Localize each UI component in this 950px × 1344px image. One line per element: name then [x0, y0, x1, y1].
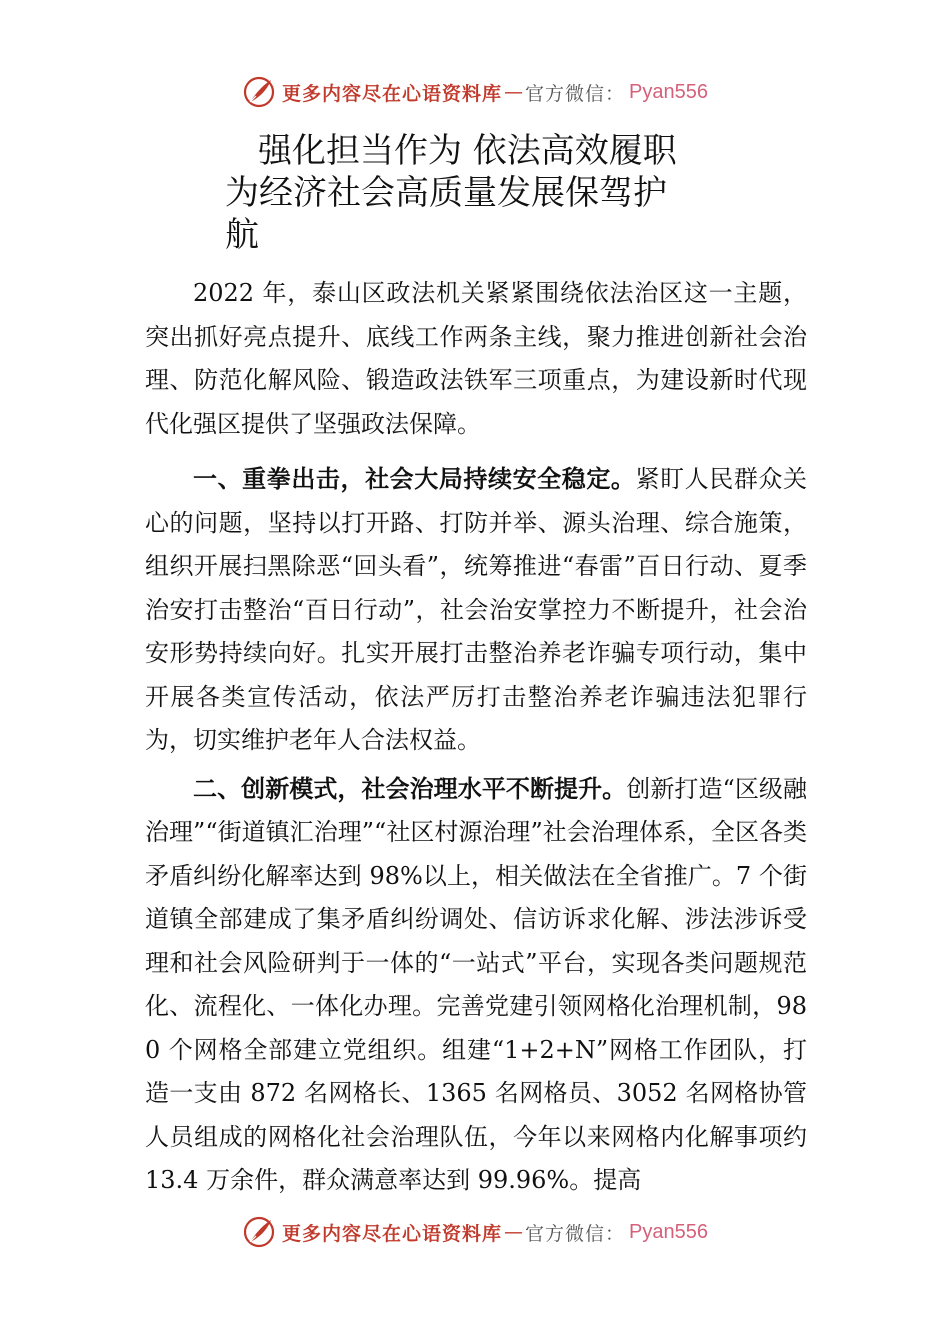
paragraph-intro-text: 2022 年，泰山区政法机关紧紧围绕依法治区这一主题，突出抓好亮点提升、底线工作两条主线，聚力推进创新社会治理、防范化解风险、锻造政法铁军三项重点，为建设新时代现代化强区提供了坚强政法保障。	[145, 279, 807, 438]
footer-banner	[0, 1212, 950, 1252]
paragraph-section-1	[145, 458, 807, 763]
banner-wechat-label: 官方微信：	[525, 1222, 626, 1245]
header-banner	[0, 72, 950, 112]
paragraph-intro	[145, 272, 807, 446]
section-1-heading: 一、重拳出击，社会大局持续安全稳定。	[193, 465, 636, 493]
banner-separator: —	[504, 1221, 524, 1243]
document-title	[225, 130, 705, 256]
title-line-1: 强化担当作为 依法高效履职	[258, 131, 677, 171]
feather-pen-logo-icon	[242, 75, 276, 109]
feather-pen-logo-icon	[242, 1215, 276, 1249]
banner-brand-text: 更多内容尽在心语资料库	[282, 1222, 503, 1245]
section-2-text: 创新打造“区级融治理”“街道镇汇治理”“社区村源治理”社会治理体系，全区各类矛盾纠纷化解率达到 98%以上，相关做法在全省推广。7 个街道镇全部建成了集矛盾纠纷调处、信访诉求化解、涉法涉诉受理和社会风险研判于一体的“一站式”平台，实现各类问题规范化、流程化、一体化办理。完善党建引领网格化治理机制，980 个网格全部建立党组织。组建“1+2+N”网格工作团队，打造一支由 872 名网格长、1365 名网格员、3052 名网格协管人员组成的网格化社会治理队伍，今年以来网格内化解事项约 13.4 万余件，群众满意率达到 99.96%。提高	[145, 774, 808, 1194]
banner-wechat-id: Pyan556	[629, 1220, 708, 1243]
banner-brand-text: 更多内容尽在心语资料库	[282, 82, 503, 105]
banner-wechat-label: 官方微信：	[525, 82, 626, 105]
banner-separator: —	[504, 81, 524, 103]
title-line-2: 为经济社会高质量发展保驾护	[225, 173, 667, 213]
banner-wechat-id: Pyan556	[629, 80, 708, 103]
document-body	[145, 272, 807, 1203]
paragraph-section-2	[145, 768, 807, 1203]
section-2-heading: 二、创新模式，社会治理水平不断提升。	[193, 774, 627, 803]
section-1-text: 紧盯人民群众关心的问题，坚持以打开路、打防并举、源头治理、综合施策，组织开展扫黑除恶“回头看”，统筹推进“春雷”百日行动、夏季治安打击整治“百日行动”，社会治安掌控力不断提升，社会治安形势持续向好。扎实开展打击整治养老诈骗专项行动，集中开展各类宣传活动，依法严厉打击整治养老诈骗违法犯罪行为，切实维护老年人合法权益。	[145, 465, 807, 754]
title-line-3: 航	[225, 215, 259, 255]
